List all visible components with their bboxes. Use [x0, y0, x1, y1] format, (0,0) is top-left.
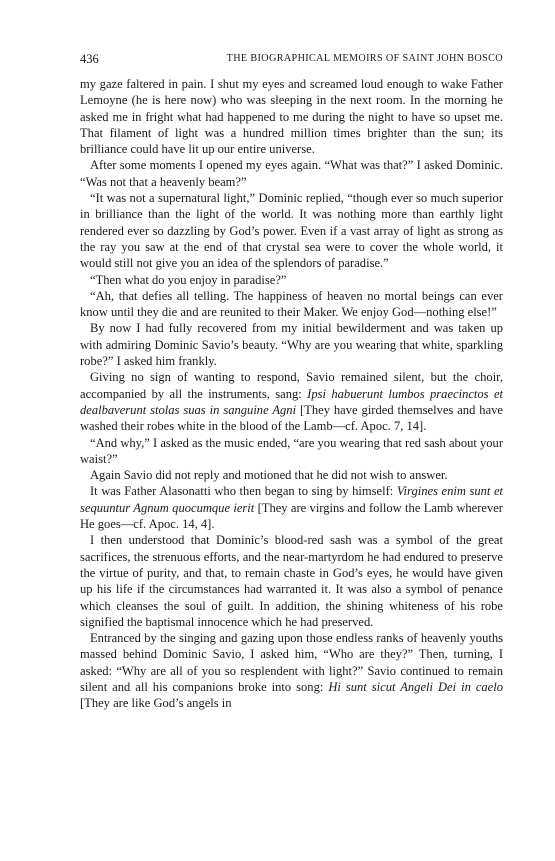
book-page: [80, 50, 503, 712]
paragraph-6: [80, 320, 503, 369]
paragraph-text: After some moments I opened my eyes again. “What was that?” I asked Dominic. “Was not that a heavenly beam?”: [80, 158, 503, 189]
paragraph-text: It was Father Alasonatti who then began to sing by himself:: [90, 484, 397, 499]
paragraph-1: [80, 76, 503, 157]
page-header: [80, 50, 503, 68]
paragraph-text: “And why,” I asked as the music ended, “are you wearing that red sash about your waist?”: [80, 435, 503, 466]
paragraph-text: “It was not a supernatural light,” Dominic replied, “though ever so much superior in brilliance than the light of the world. It was nothing more than earthly light rendered ever so dazzling by God’s power. Even if a vast array of light as strong as the ray you saw at the end of that crystal sea were to cover the whole world, it would still not give you an idea of the splendors of paradise.”: [80, 191, 503, 271]
latin-quote: Hi sunt sicut Angeli Dei in caelo: [328, 679, 504, 694]
paragraph-text: [They are like God’s angels in: [80, 696, 232, 711]
paragraph-text: my gaze faltered in pain. I shut my eyes and screamed loud enough to wake Father Lemoyne (he is here now) who was sleeping in the next room. In the morning he asked me in fright what had happened to me during the night to have so upset me. That filament of light was a hundred million times brighter than the sun; its brilliance could have lit up our entire universe.: [80, 77, 503, 157]
paragraph-text: Entranced by the singing and gazing upon those endless ranks of heavenly youths massed behind Dominic Savio, I asked him, “Who are they?” Then, turning, I asked: “Why are all of you so resplendent with light?” Savio continued to remain silent and all his companions broke into song:: [80, 631, 503, 694]
paragraph-12: [80, 630, 503, 711]
paragraph-2: [80, 157, 503, 190]
paragraph-5: [80, 288, 503, 321]
page-body: [80, 76, 503, 712]
paragraph-3: [80, 190, 503, 271]
paragraph-text: Again Savio did not reply and motioned that he did not wish to answer.: [90, 468, 448, 483]
paragraph-4: [80, 272, 503, 288]
paragraph-text: Giving no sign of wanting to respond, Savio remained silent, but the choir, accompanied by all the instruments, sang:: [80, 370, 503, 401]
paragraph-9: [80, 467, 503, 483]
paragraph-text: “Then what do you enjoy in paradise?”: [90, 272, 287, 287]
paragraph-11: [80, 532, 503, 630]
running-head: THE BIOGRAPHICAL MEMOIRS OF SAINT JOHN BOSCO: [226, 53, 503, 64]
paragraph-text: “Ah, that defies all telling. The happiness of heaven no mortal beings can ever know until they die and are reunited to their Maker. We enjoy God—nothing else!”: [80, 288, 503, 320]
latin-quote: Virgines enim sunt et sequuntur Agnum quocumque ierit: [80, 484, 504, 515]
paragraph-7: [80, 369, 503, 434]
paragraph-8: [80, 435, 503, 468]
paragraph-10: [80, 483, 503, 532]
paragraph-text: I then understood that Dominic’s blood-red sash was a symbol of the great sacrifices, the strenuous efforts, and the near-martyrdom he had endured to preserve the virtue of purity, and that, to remain chaste in God’s eyes, he would have given up his life if the circumstances had warranted it. It was also a symbol of penance which cleanses the soul of guilt. In addition, the shining whiteness of his robe signified the baptismal innocence which he had preserved.: [80, 533, 503, 629]
paragraph-text: By now I had fully recovered from my initial bewilderment and was taken up with admiring Dominic Savio’s beauty. “Why are you wearing that white, sparkling robe?” I asked him frankly.: [80, 321, 503, 369]
latin-quote: Ipsi habuerunt lumbos praecinctos et dealbaverunt stolas suas in sanguine Agni: [80, 386, 504, 417]
paragraph-text: [They are virgins and follow the Lamb wherever He goes—cf. Apoc. 14, 4].: [80, 500, 503, 532]
page-number: 436: [80, 52, 99, 66]
paragraph-text: [They have girded themselves and have washed their robes white in the blood of the Lamb—cf. Apoc. 7, 14].: [80, 402, 503, 434]
